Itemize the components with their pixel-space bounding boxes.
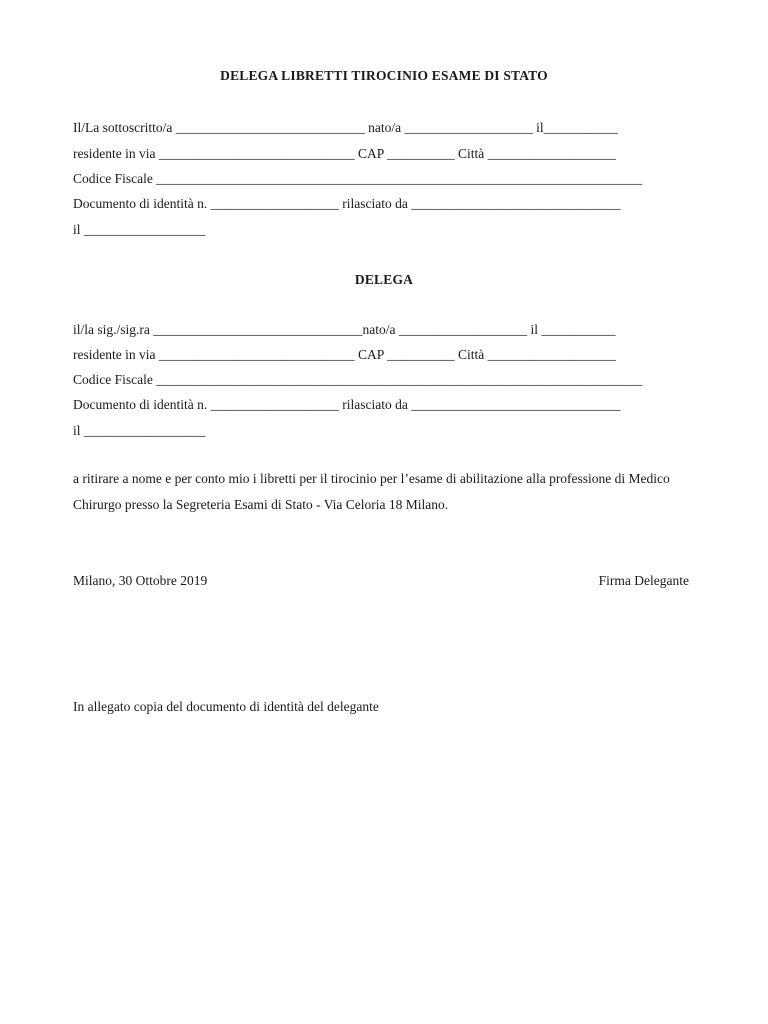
- delegant-name-line: Il/La sottoscritto/a ____________________________ nato/a ___________________ il___________: [73, 120, 618, 135]
- delegant-id-document-line: Documento di identità n. ___________________ rilasciato da _______________________________: [73, 196, 621, 211]
- delegate-issue-date-line: il __________________: [73, 423, 206, 438]
- delegant-issue-date-line: il __________________: [73, 222, 206, 237]
- delegate-address-line: residente in via _____________________________ CAP __________ Città ___________________: [73, 347, 616, 362]
- delegant-address-line: residente in via _____________________________ CAP __________ Città ___________________: [73, 146, 616, 161]
- document-title: DELEGA LIBRETTI TIROCINIO ESAME DI STATO: [220, 68, 548, 83]
- section-heading: DELEGA: [354, 272, 414, 287]
- delegate-name-line: il/la sig./sig.ra _______________________________nato/a ___________________ il ___________: [73, 322, 616, 337]
- delegant-fiscal-code-line: Codice Fiscale ________________________________________________________________________: [73, 171, 643, 186]
- delegate-fiscal-code-line: Codice Fiscale ________________________________________________________________________: [73, 372, 643, 387]
- delegate-id-document-line: Documento di identità n. ___________________ rilasciato da _______________________________: [73, 397, 621, 412]
- delegation-body-text: a ritirare a nome e per conto mio i libretti per il tirocinio per l’esame di abilitazione alla professione di Medico Chirurgo presso la Segreteria Esami di Stato - Via Celoria 18 Milano.: [73, 471, 670, 512]
- signature-label: Firma Delegante: [598, 573, 689, 588]
- attachment-note: In allegato copia del documento di identità del delegante: [73, 699, 379, 714]
- place-date: Milano, 30 Ottobre 2019: [73, 573, 208, 588]
